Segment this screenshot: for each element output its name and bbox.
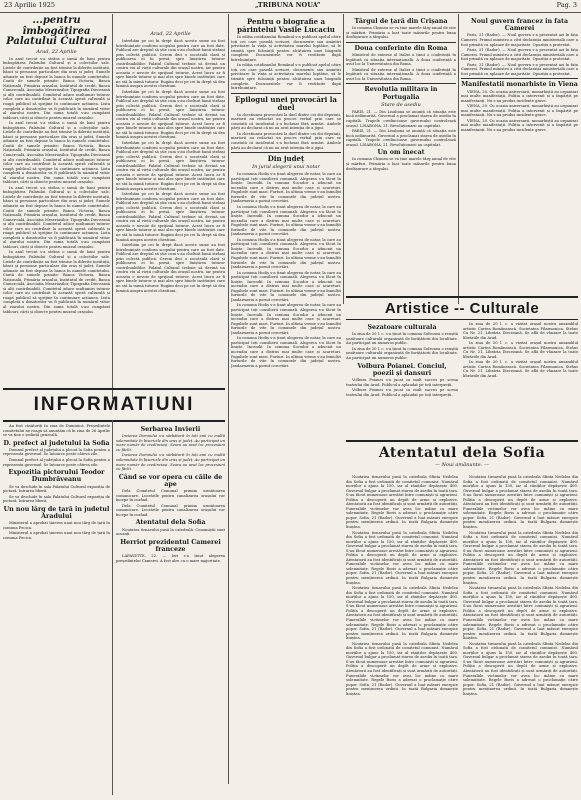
article-body: Ministerul a aprobat ținerea unui nou târg de țară în comuna Pecica. — [3, 531, 110, 540]
article-body: Noutatea tirnavului pusă la catedrala Sfinta Nedelea din Sofia a fost ordonată de comitetul comunist. Numărul morților a ajuns la 150, iar al răniților depășește 400. Guvernul bulgar a proclamat starea de asediu în toată țara. S-au făcut numeroase arestări între comuniști și agrarieni. Poliția a descoperit un depôt de arme și explozive. Atentatorii au fost identificați și sunt urmăriți de autorități. Funeraliile victimelor vor avea loc mâine cu mare solemnitate. Regele Boris a adresat o proclamație către popor. Sofia, 21 (Rador). Guvernul a luat măsuri energice pentru menținerea ordinii. In toată Bulgaria domnește liniștea. — [346, 475, 458, 530]
article-body: Volbura Poianei s-a jucat cu mult succes pe scena teatrului din Arad. Publicul a aplaudat pe toți interpreții. — [346, 377, 458, 387]
headline: Doua conferinte din Roma — [354, 44, 448, 52]
column-rule — [458, 14, 459, 304]
article-body: Ministrul de externe al Italiei a ținut o conferință în legătură cu situația internațională. A doua conferință a avut loc la Universitatea din Roma. — [346, 53, 456, 67]
divider — [231, 93, 341, 94]
article-body: Noutatea tirnavului pusă la catedrala Sfinta Nedelea din Sofia a fost ordonată de comitetul comunist. Numărul morților a ajuns la 150, iar al răniților depășește 400. Guvernul bulgar a proclamat starea de asediu în toată țara. S-au făcut numeroase arestări între comuniști și agrarieni. Poliția a descoperit un depôt de arme și explozive. Atentatorii au fost identificați și sunt urmăriți de autorități. Funeraliile victimelor vor avea loc mâine cu mare solemnitate. Regele Boris a adresat o proclamație către popor. Sofia, 21 (Rador). Guvernul a luat măsuri energice pentru menținerea ordinii. In toată Bulgaria domnește liniștea. — [463, 475, 578, 530]
article-body: Domnul prefect al județului a plecat la Sofia pentru a reprezenta guvernul. Se întoarce peste câteva zile. — [3, 457, 110, 467]
headline: Șezatoare culturala — [367, 324, 437, 331]
article-body: In comuna Hodiș s-a ținut alegerea de notar, la care au participat toți consilierii comunali. Alegerea s-a făcut în liniște. Incendii. In comuna Socodor a izbucnit un incendiu care a distrus mai multe case și acareturi. Pagubele sunt mari. Furturi. In ultima vreme s-au înmulțit furturile de vite în comunele din județul nostru. Jandarmeria a pornit cercetări. — [231, 336, 341, 368]
headline: Epilogul unei provocări la duel — [235, 94, 337, 112]
column-news-4 — [346, 16, 456, 294]
article-body: In comuna Hodiș s-a ținut alegerea de notar, la care au participat toți consilierii comunali. Alegerea s-a făcut în liniște. Incendii. In comuna Socodor a izbucnit un incendiu care a distrus mai multe case și acareturi. Pagubele sunt mari. Furturi. In ultima vreme s-au înmulțit furturile de vite în comunele din județul nostru. Jandarmeria a pornit cercetări. — [231, 270, 341, 302]
article-body: PARIS, 21. — Din Lisabona se anunță că situația este încă nelămurită. Guvernul a proclamat starea de asediu în capitală. Trupele credincioase guvernului controlează orașul. LISABONA, 21. Revoluționarii au capitulat. — [346, 109, 456, 128]
article-body: Intrebăm pe cei în drept dacă aceste sume au fost întrebuințate conform scopului pentru care au fost date. Publicul are dreptul să știe cum s-au cheltuit banii strânși prin colectă publică. Cerem deci o socoteală clară și publicarea ei în presă, spre liniștirea tuturor contribuabililor. Palatul Cultural trebuie să devină un centru viu al vieții culturale din orașul nostru, iar pentru aceasta e nevoie de sprijinul tuturor. Acest lucru ar fi spre binele tuturor și mai ales spre binele instituției care ne stă la inimă tuturor. Rugăm deci pe cei în drept să dea lumină asupra acestei chestiuni. — [116, 141, 225, 191]
info-middle-column — [116, 424, 225, 796]
article-body: Ministerul a aprobat ținerea unui nou târg de țară în comuna Pecica. — [3, 521, 110, 530]
article-body: PARIS, 21. — Din Lisabona se anunță că situația este încă nelămurită. Guvernul a proclamat starea de asediu în capitală. Trupele credincioase guvernului controlează orașul. LISABONA, 21. Revoluționarii au capitulat. — [346, 129, 456, 147]
headline: Manifestatii monarhiste in Viena — [461, 81, 578, 89]
article-body: Au fost căsătoriți în ziua de Duminică. Președintele comitetului ne roagă să anunțăm că în ziua de 26 Aprilie se va ține o ședință generală. — [3, 424, 110, 438]
article-body: Intrebăm pe cei în drept dacă aceste sume au fost întrebuințate conform scopului pentru care au fost date. Publicul are dreptul să știe cum s-au cheltuit banii strânși prin colectă publică. Cerem deci o socoteală clară și publicarea ei în presă, spre liniștirea tuturor contribuabililor. Palatul Cultural trebuie să devină un centru viu al vieții culturale din orașul nostru, iar pentru aceasta e nevoie de sprijinul tuturor. Acest lucru ar fi spre binele tuturor și mai ales spre binele instituției care ne stă la inimă tuturor. Rugăm deci pe cei în drept să dea lumină asupra acestei chestiuni. — [116, 90, 225, 140]
article-body: Paris, 21 (Rador). — Noul guvern s-a prezentat azi în fața Camerei. Primul ministru a citit declarația ministerială care a fost primită cu aplauze de majoritate. Opoziția a protestat. — [461, 62, 578, 76]
article-body: Noutatea tirnavului pusă la catedrala Sfinta Nedelea din Sofia a fost ordonată de comitetul comunist. Numărul morților a ajuns la 150, iar al răniților depășește 400. Guvernul bulgar a proclamat starea de asediu în toată țara. S-au făcut numeroase arestări între comuniști și agrarieni. Poliția a descoperit un depôt de arme și explozive. Atentatorii au fost identificați și sunt urmăriți de autorități. Funeraliile victimelor vor avea loc mâine cu mare solemnitate. Regele Boris a adresat o proclamație către popor. Sofia, 21 (Rador). Guvernul a luat măsuri energice pentru menținerea ordinii. In toată Bulgaria domnește liniștea. — [346, 530, 458, 585]
headline: D. prefect al judetului la Sofia — [3, 439, 110, 447]
subheadline: — Noui amănunte. — — [435, 462, 489, 468]
arts-left-column — [346, 322, 458, 438]
header-page: Pag. 3 — [556, 1, 577, 9]
article-body: Dela Comitetul Comunal primim următoarea comunicare. Lucrările pentru canalizarea orașului vor începe în curând. — [116, 489, 225, 503]
column-rule — [343, 14, 344, 304]
banner-box — [3, 388, 225, 422]
article-body: Invierea Domnului s-a sărbătorit în toți anii cu multă solemnitate în bisericile din oraș și județ. Au participat un mare număr de credincioși. Seara au avut loc procesiuni cu făclii. — [116, 434, 225, 452]
section-banner-artistice: Artistice -- Culturale — [384, 300, 540, 317]
article-body: VIENA, 20. Cu ocazia aniversarii, monarhiștii au organizat mai multe manifestații. Poliția a intervenit și a împărțit pe manifestanți. Nu s-au produs incidente grave. — [461, 104, 578, 118]
article-body: In anul trecut s-a strâns o sumă de bani pentru îmbogățirea Palatului Cultural și a colecțiilor sale. Listele de contribuție au fost trimise la diferite instituții, bănci și persoane particulare din oraș și județ. Sumele adunate au fost depuse la banca în numele comitetului. Contă de sumele primite: Banca Victoria, Banca Națională, Primăria orașului, Institutul de credit, Banca Comercială, Asociația Meseriașilor, Tipografia Diecezană și alți contribuabili. Comitetul aduce mulțumiri tuturor celor care au contribuit la această operă culturală și roagă publicul să sprijine în continuare acțiunea. Lista completă a donatorilor va fi publicată în numărul viitor al ziarului nostru. Din suma totală s-au cumpărat tablouri, cărți și obiecte pentru muzeul orașului. — [3, 56, 110, 120]
atentat-left-column — [346, 475, 458, 795]
headline: Expozitia pictorului Teodor Dumbrăveanu — [8, 469, 105, 484]
article-body: VIENA, 20. Cu ocazia aniversarii, monarhiștii au organizat mai multe manifestații. Poliția a intervenit și a împărțit pe manifestanți. Nu s-au produs incidente grave. — [461, 118, 578, 132]
byline: Arad, 22 Aprilie — [150, 31, 191, 37]
article-body: Paris, 21 (Rador). — Noul guvern s-a prezentat azi în fața Camerei. Primul ministru a citit declarația ministerială care a fost primită cu aplauze de majoritate. Opoziția a protestat. — [461, 33, 578, 47]
headline: Când se vor opera cu căile de ape — [118, 473, 223, 488]
article-body: Dela Comitetul Comunal primim următoarea comunicare. Lucrările pentru canalizarea orașului vor începe în curând. — [116, 503, 225, 517]
article-body: In anul trecut s-a strâns o sumă de bani pentru îmbogățirea Palatului Cultural și a colecțiilor sale. Listele de contribuție au fost trimise la diferite instituții, bănci și persoane particulare din oraș și județ. Sumele adunate au fost depuse la banca în numele comitetului. Contă de sumele primite: Banca Victoria, Banca Națională, Primăria orașului, Institutul de credit, Banca Comercială, Asociația Meseriașilor, Tipografia Diecezană și alți contribuabili. Comitetul aduce mulțumiri tuturor celor care au contribuit la această operă culturală și roagă publicul să sprijine în continuare acțiunea. Lista completă a donatorilor va fi publicată în numărul viitor al ziarului nostru. Din suma totală s-au cumpărat tablouri, cărți și obiecte pentru muzeul orașului. — [3, 121, 110, 185]
article-body: Invierea Domnului s-a sărbătorit în toți anii cu multă solemnitate în bisericile din oraș și județ. Au participat un mare număr de credincioși. Seara au avut loc procesiuni cu făclii. — [116, 453, 225, 472]
article-body: VIENA, 20. Cu ocazia aniversarii, monarhiștii au organizat mai multe manifestații. Poliția a intervenit și a împărțit pe manifestanți. Nu s-au produs incidente grave. — [461, 89, 578, 103]
column-news-5 — [461, 16, 578, 294]
article-body: In ziua de 20 l. c. a vizitat orașul nostru ansamblul artistic Cartea Românească. Societatea Filarmonica, Strâns Cu Nr. 21. Librăria Diecezană. Se află de vânzare la toate librăriile din Arad. — [463, 341, 578, 359]
headline: Un nou lârg de țară in judetul Aradului — [3, 505, 110, 520]
article-body: In comuna Hodiș s-a ținut alegerea de notar, la care au participat toți consilierii comunali. Alegerea s-a făcut în liniște. Incendii. In comuna Socodor a izbucnit un incendiu care a distrus mai multe case și acareturi. Pagubele sunt mari. Furturi. In ultima vreme s-au înmulțit furturile de vite în comunele din județul nostru. Jandarmeria a pornit cercetări. — [231, 237, 341, 270]
headline: Noul guvern francez in fata Camerei — [470, 18, 569, 33]
article-body: Se va deschide în sala Palatului Cultural expoziția de pictură. Intrarea liberă. — [3, 484, 110, 494]
subheadline: Stare de asediu — [381, 101, 421, 108]
headline: Herriot prezidentul Camerei franceze — [120, 538, 221, 553]
article-palatul-continued — [116, 30, 225, 386]
article-body: Se va deschide în sala Palatului Cultural expoziția de pictură. Intrarea liberă. — [3, 494, 110, 504]
header-title: „TRIBUNA NOUA” — [255, 1, 321, 9]
headline: Pentru o biografie a părintelui Vasile Lucaciu — [237, 17, 335, 35]
article-body: In comuna Hodiș s-a ținut alegerea de notar, la care au participat toți consilierii comunali. Alegerea s-a făcut în liniște. Incendii. In comuna Socodor a izbucnit un incendiu care a distrus mai multe case și acareturi. Pagubele sunt mari. Furturi. In ultima vreme s-au înmulțit furturile de vite în comunele din județul nostru. Jandarmeria a pornit cercetări. — [231, 172, 341, 204]
page-header — [0, 0, 581, 13]
column-rule — [112, 420, 113, 795]
headline: Din județ — [267, 154, 305, 164]
article-body: Volbura Poianei s-a jucat cu mult succes pe scena teatrului din Arad. Publicul a aplaudat pe toți interpreții. — [346, 388, 458, 397]
article-body: In ziua de 20 l. c. a vizitat orașul nostru ansamblul artistic Cartea Românească. Societatea Filarmonica, Strâns Cu Nr. 21. Librăria Diecezană. Se află de vânzare la toate librăriile din Arad. — [463, 360, 578, 379]
divider — [231, 152, 341, 153]
header-date: 23 Aprilie 1925 — [4, 1, 55, 9]
headline: ...pentru îmbogățirea Palatului Cultural — [6, 16, 107, 47]
atentat-right-column — [463, 475, 578, 795]
article-body: In ziua de 20 l. c. s-a ținut în comuna Sofronea o reușită șezătoare culturală organizată de învățătorii din localitate. Au participat un numeros public. — [346, 332, 458, 346]
article-body: In anul trecut s-a strâns o sumă de bani pentru îmbogățirea Palatului Cultural și a colecțiilor sale. Listele de contribuție au fost trimise la diferite instituții, bănci și persoane particulare din oraș și județ. Sumele adunate au fost depuse la banca în numele comitetului. Contă de sumele primite: Banca Victoria, Banca Națională, Primăria orașului, Institutul de credit, Banca Comercială, Asociația Meseriașilor, Tipografia Diecezană și alți contribuabili. Comitetul aduce mulțumiri tuturor celor care au contribuit la această operă culturală și roagă publicul să sprijine în continuare acțiunea. Lista completă a donatorilor va fi publicată în numărul viitor al ziarului nostru. Din suma totală s-au cumpărat tablouri, cărți și obiecte pentru muzeul orașului. — [3, 185, 110, 249]
headline: Târgul de țară din Crișana — [354, 18, 448, 25]
article-body: In ediția cotidianului Românul s-a publicat apelul către toți cei care posedă scrisori, documente sau amintiri privitoare la viața și activitatea marelui luptător, să le trimită spre folosință pentru alcătuirea unei biografii complete. Documentele vor fi restituite după întrebuințare. — [231, 35, 341, 62]
banner-box — [346, 296, 578, 320]
article-body: Paris, 21 (Rador). — Noul guvern s-a prezentat azi în fața Camerei. Primul ministru a citit declarația ministerială care a fost primită cu aplauze de majoritate. Opoziția a protestat. — [461, 48, 578, 62]
article-body: Intrebăm pe cei în drept dacă aceste sume au fost întrebuințate conform scopului pentru care au fost date. Publicul are dreptul să știe cum s-au cheltuit banii strânși prin colectă publică. Cerem deci o socoteală clară și publicarea ei în presă, spre liniștirea tuturor contribuabililor. Palatul Cultural trebuie să devină un centru viu al vieții culturale din orașul nostru, iar pentru aceasta e nevoie de sprijinul tuturor. Acest lucru ar fi spre binele tuturor și mai ales spre binele instituției care ne stă la inimă tuturor. Rugăm deci pe cei în drept să dea lumină asupra acestei chestiuni. — [116, 39, 225, 89]
article-body: Noutatea tirnavului pusă la catedrala Sfinta Nedelea din Sofia a fost ordonată de comitetul comunist. Numărul morților a ajuns la 150, iar al răniților depășește 400. Guvernul bulgar a proclamat starea de asediu în toată țara. S-au făcut numeroase arestări între comuniști și agrarieni. Poliția a descoperit un depôt de arme și explozive. Atentatorii au fost identificați și sunt urmăriți de autorități. Funeraliile victimelor vor avea loc mâine cu mare solemnitate. Regele Boris a adresat o proclamație către popor. Sofia, 21 (Rador). Guvernul a luat măsuri energice pentru menținerea ordinii. In toată Bulgaria domnește liniștea. — [463, 586, 578, 641]
article-body: In ziua de 20 l. c. s-a ținut în comuna Sofronea o reușită șezătoare culturală organizată de învățătorii din localitate. Au participat un numeros public. — [346, 346, 458, 360]
section-banner-atentatul: Atentatul dela Sofia — [378, 445, 546, 461]
headline: Volbura Poianei. Conciul, poezii și dansuri — [357, 362, 447, 377]
article-body: Noutatea tirnavului pusă la catedrala Sfinta Nedelea din Sofia a fost ordonată de comitetul comunist. Numărul morților a ajuns la 150, iar al răniților depășește 400. Guvernul bulgar a proclamat starea de asediu în toată țara. S-au făcut numeroase arestări între comuniști și agrarieni. Poliția a descoperit un depôt de arme și explozive. Atentatorii au fost identificați și sunt urmăriți de autorități. Funeraliile victimelor vor avea loc mâine cu mare solemnitate. Regele Boris a adresat o proclamație către popor. Sofia, 21 (Rador). Guvernul a luat măsuri energice pentru menținerea ordinii. In toată Bulgaria domnește liniștea. — [463, 641, 578, 696]
article-body: In ediția cotidianului Românul s-a publicat apelul către toți cei care posedă scrisori, documente sau amintiri privitoare la viața și activitatea marelui luptător, să le trimită spre folosință pentru alcătuirea unei biografii complete. Documentele vor fi restituite după întrebuințare. — [231, 63, 341, 91]
banner-box — [346, 440, 578, 470]
article-body: In chestiunea provocării la duel dintre cei doi deputați, martorii au redactat un proces verbal prin care se constată că incidentul s-a încheiat fără urmări. Ambele părți au declarat că nu au avut intenția de a jigni. — [231, 131, 341, 150]
divider — [461, 78, 578, 79]
article-body: Domnul prefect al județului a plecat la Sofia pentru a reprezenta guvernul. Se întoarce peste câteva zile. — [3, 447, 110, 457]
article-body: Intrebăm pe cei în drept dacă aceste sume au fost întrebuințate conform scopului pentru care au fost date. Publicul are dreptul să știe cum s-au cheltuit banii strânși prin colectă publică. Cerem deci o socoteală clară și publicarea ei în presă, spre liniștirea tuturor contribuabililor. Palatul Cultural trebuie să devină un centru viu al vieții culturale din orașul nostru, iar pentru aceasta e nevoie de sprijinul tuturor. Acest lucru ar fi spre binele tuturor și mai ales spre binele instituției care ne stă la inimă tuturor. Rugăm deci pe cei în drept să dea lumină asupra acestei chestiuni. — [116, 243, 225, 293]
divider — [346, 42, 456, 43]
article-body: Noutatea tirnavului pusă la catedrală. Comuniștii sunt acuzați. — [116, 527, 225, 537]
subheadline: In jurul alegerii unui notar — [252, 164, 320, 171]
article-body: In comuna Hodiș s-a ținut alegerea de notar, la care au participat toți consilierii comunali. Alegerea s-a făcut în liniște. Incendii. In comuna Socodor a izbucnit un incendiu care a distrus mai multe case și acareturi. Pagubele sunt mari. Furturi. In ultima vreme s-au înmulțit furturile de vite în comunele din județul nostru. Jandarmeria a pornit cercetări. — [231, 205, 341, 237]
article-body: Noutatea tirnavului pusă la catedrala Sfinta Nedelea din Sofia a fost ordonată de comitetul comunist. Numărul morților a ajuns la 150, iar al răniților depășește 400. Guvernul bulgar a proclamat starea de asediu în toată țara. S-au făcut numeroase arestări între comuniști și agrarieni. Poliția a descoperit un depôt de arme și explozive. Atentatorii au fost identificați și sunt urmăriți de autorități. Funeraliile victimelor vor avea loc mâine cu mare solemnitate. Regele Boris a adresat o proclamație către popor. Sofia, 21 (Rador). Guvernul a luat măsuri energice pentru menținerea ordinii. In toată Bulgaria domnește liniștea. — [463, 530, 578, 585]
byline: Arad, 22 Aprilie — [36, 48, 77, 55]
column-rule — [228, 14, 229, 784]
article-body: In comuna Chșineu se va ține marele târg anual de vite și mărfuri. Primăria a luat toate măsurile pentru buna desfășurare a târgului. — [346, 157, 456, 171]
article-body: Ministrul de externe al Italiei a ținut o conferință în legătură cu situația internațională. A doua conferință a avut loc la Universitatea din Roma. — [346, 67, 456, 81]
info-left-column — [3, 424, 110, 796]
headline: Revolutia militara in Portugalia — [364, 86, 438, 101]
article-body: In comuna Chșineu se va ține marele târg anual de vite și mărfuri. Primăria a luat toate măsurile pentru buna desfășurare a târgului. — [346, 26, 456, 40]
headline: Un om înecat — [377, 149, 425, 157]
article-body: In comuna Hodiș s-a ținut alegerea de notar, la care au participat toți consilierii comunali. Alegerea s-a făcut în liniște. Incendii. In comuna Socodor a izbucnit un incendiu care a distrus mai multe case și acareturi. Pagubele sunt mari. Furturi. In ultima vreme s-au înmulțit furturile de vite în comunele din județul nostru. Jandarmeria a pornit cercetări. — [231, 303, 341, 335]
arts-right-column — [463, 322, 578, 438]
article-body: In ziua de 20 l. c. a vizitat orașul nostru ansamblul artistic Cartea Românească. Societatea Filarmonica, Strâns Cu Nr. 21. Librăria Diecezană. Se află de vânzare la toate librăriile din Arad. — [463, 322, 578, 340]
divider — [346, 83, 456, 84]
article-body: Noutatea tirnavului pusă la catedrala Sfinta Nedelea din Sofia a fost ordonată de comitetul comunist. Numărul morților a ajuns la 150, iar al răniților depășește 400. Guvernul bulgar a proclamat starea de asediu în toată țara. S-au făcut numeroase arestări între comuniști și agrarieni. Poliția a descoperit un depôt de arme și explozive. Atentatorii au fost identificați și sunt urmăriți de autorități. Funeraliile victimelor vor avea loc mâine cu mare solemnitate. Regele Boris a adresat o proclamație către popor. Sofia, 21 (Rador). Guvernul a luat măsuri energice pentru menținerea ordinii. In toată Bulgaria domnește liniștea. — [346, 586, 458, 641]
article-body: In anul trecut s-a strâns o sumă de bani pentru îmbogățirea Palatului Cultural și a colecțiilor sale. Listele de contribuție au fost trimise la diferite instituții, bănci și persoane particulare din oraș și județ. Sumele adunate au fost depuse la banca în numele comitetului. Contă de sumele primite: Banca Victoria, Banca Națională, Primăria orașului, Institutul de credit, Banca Comercială, Asociația Meseriașilor, Tipografia Diecezană și alți contribuabili. Comitetul aduce mulțumiri tuturor celor care au contribuit la această operă culturală și roagă publicul să sprijine în continuare acțiunea. Lista completă a donatorilor va fi publicată în numărul viitor al ziarului nostru. Din suma totală s-au cumpărat tablouri, cărți și obiecte pentru muzeul orașului. — [3, 250, 110, 314]
article-palatul-cultural — [3, 16, 110, 386]
headline: Serbarea Invierii — [140, 426, 201, 433]
column-rule — [112, 14, 113, 399]
article-body: In chestiunea provocării la duel dintre cei doi deputați, martorii au redactat un proces verbal prin care se constată că incidentul s-a încheiat fără urmări. Ambele părți au declarat că nu au avut intenția de a jigni. — [231, 112, 341, 131]
headline: Atentatul dela Sofia — [135, 519, 206, 527]
section-banner-informatiuni: INFORMATIUNI — [33, 394, 195, 415]
article-body: LAFAYETTE, 22. — Ieri s-a ținut alegerea președintelui Camerei. A fost ales cu o mare majoritate. — [116, 554, 225, 563]
article-body: Noutatea tirnavului pusă la catedrala Sfinta Nedelea din Sofia a fost ordonată de comitetul comunist. Numărul morților a ajuns la 150, iar al răniților depășește 400. Guvernul bulgar a proclamat starea de asediu în toată țara. S-au făcut numeroase arestări între comuniști și agrarieni. Poliția a descoperit un depôt de arme și explozive. Atentatorii au fost identificați și sunt urmăriți de autorități. Funeraliile victimelor vor avea loc mâine cu mare solemnitate. Regele Boris a adresat o proclamație către popor. Sofia, 21 (Rador). Guvernul a luat măsuri energice pentru menținerea ordinii. In toată Bulgaria domnește liniștea. — [346, 641, 458, 696]
column-news-3 — [231, 16, 341, 786]
article-body: Intrebăm pe cei în drept dacă aceste sume au fost întrebuințate conform scopului pentru care au fost date. Publicul are dreptul să știe cum s-au cheltuit banii strânși prin colectă publică. Cerem deci o socoteală clară și publicarea ei în presă, spre liniștirea tuturor contribuabililor. Palatul Cultural trebuie să devină un centru viu al vieții culturale din orașul nostru, iar pentru aceasta e nevoie de sprijinul tuturor. Acest lucru ar fi spre binele tuturor și mai ales spre binele instituției care ne stă la inimă tuturor. Rugăm deci pe cei în drept să dea lumină asupra acestei chestiuni. — [116, 192, 225, 242]
